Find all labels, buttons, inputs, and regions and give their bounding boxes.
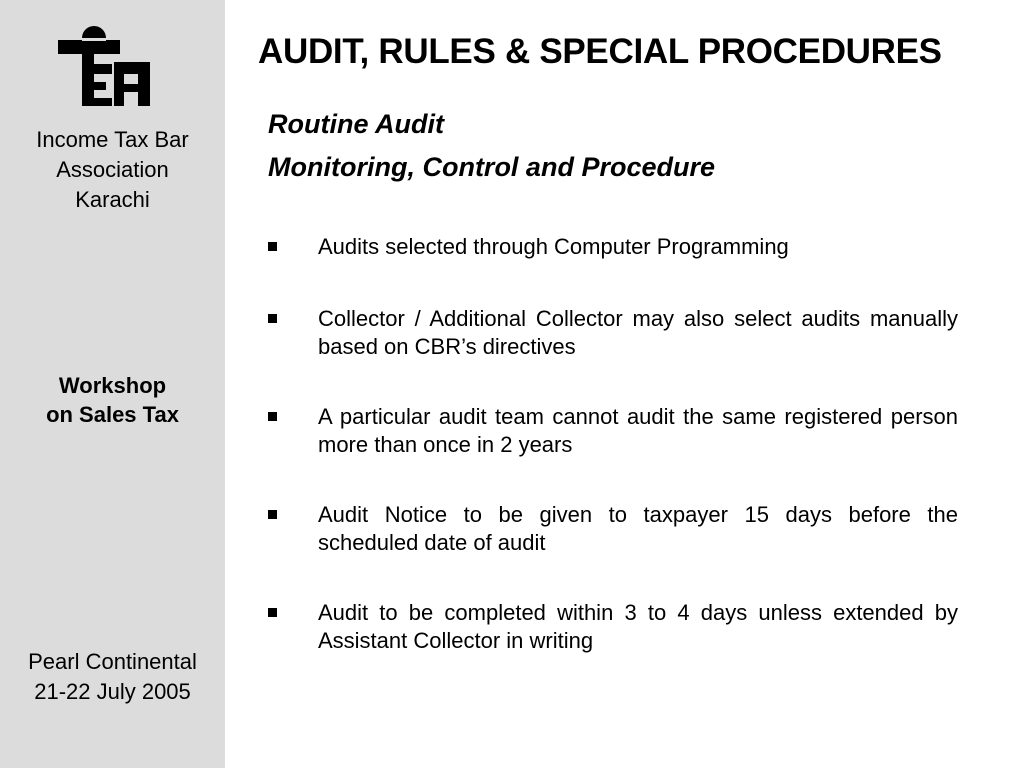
venue-date: 21-22 July 2005 xyxy=(34,679,191,704)
bullet-text: Audit to be completed within 3 to 4 days unless extended by Assistant Collector in writing xyxy=(318,600,958,653)
org-name-line2: Association xyxy=(56,157,169,182)
venue-label xyxy=(0,647,225,707)
subtitle-monitoring: Monitoring, Control and Procedure xyxy=(268,152,715,182)
slide-title: AUDIT, RULES & SPECIAL PROCEDURES xyxy=(258,32,942,71)
workshop-label xyxy=(0,371,225,429)
workshop-line2: on Sales Tax xyxy=(46,402,179,427)
bullet-text: Collector / Additional Collector may also select audits manually based on CBR’s directives xyxy=(318,306,958,359)
sidebar xyxy=(0,0,225,768)
square-bullet-icon xyxy=(268,412,277,421)
square-bullet-icon xyxy=(268,510,277,519)
square-bullet-icon xyxy=(268,608,277,617)
itba-logo-icon xyxy=(58,24,150,110)
bullet-text: Audit Notice to be given to taxpayer 15 days before the scheduled date of audit xyxy=(318,502,958,555)
organization-name xyxy=(0,125,225,215)
bullet-text: A particular audit team cannot audit the same registered person more than once in 2 years xyxy=(318,404,958,457)
org-name-line1: Income Tax Bar xyxy=(36,127,189,152)
venue-line1: Pearl Continental xyxy=(28,649,197,674)
subtitle-routine-audit: Routine Audit xyxy=(268,109,444,139)
square-bullet-icon xyxy=(268,242,277,251)
workshop-line1: Workshop xyxy=(58,373,167,398)
bullet-text: Audits selected through Computer Programming xyxy=(318,234,789,259)
org-name-line3: Karachi xyxy=(75,187,150,212)
square-bullet-icon xyxy=(268,314,277,323)
